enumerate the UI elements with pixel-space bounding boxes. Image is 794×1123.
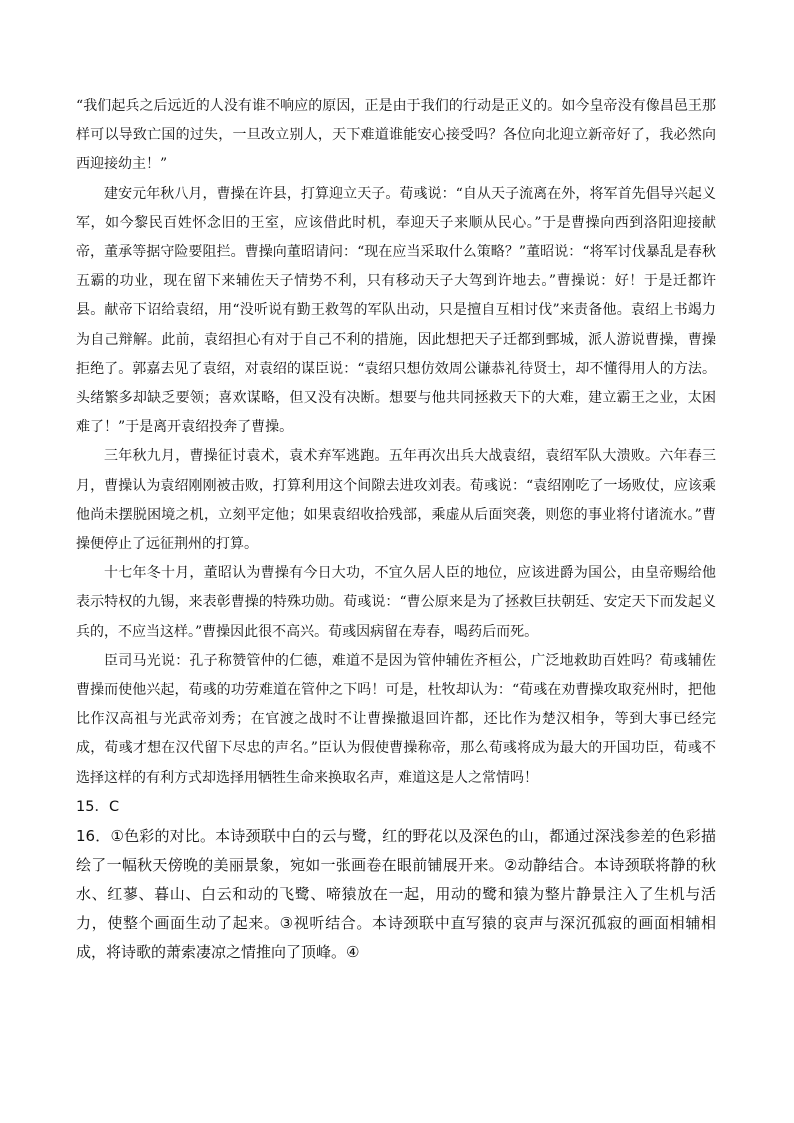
answer-15: 15．C bbox=[76, 798, 120, 815]
paragraph-sima-guang-comment: 臣司马光说：孔子称赞管仲的仁德，难道不是因为管仲辅佐齐桓公，广泛地救助百姓吗？荀彧辅佐曹操而使他兴起，荀彧的功劳难道在管仲之下吗！可是，杜牧却认为：“荀彧在劝曹操攻取兖州时，把他比作汉高祖与光武帝刘秀；在官渡之战时不让曹操撤退回许都，还比作为楚汉相争，等到大事已经完成，荀彧才想在汉代留下尽忠的声名。”臣认为假使曹操称帝，那么荀彧将成为最大的开国功臣，荀彧不选择这样的有利方式却选择用牺牲生命来换取名声，难道这是人之常情吗！ bbox=[76, 652, 716, 786]
paragraph-seventeenth-year: 十七年冬十月，董昭认为曹操有今日大功，不宜久居人臣的地位，应该进爵为国公，由皇帝赐给他表示特权的九锡，来表彰曹操的特殊功勋。荀彧说：“曹公原来是为了拯救巨扶朝廷、安定天下而发起义兵的，不应当这样。”曹操因此很不高兴。荀彧因病留在寿春，喝药后而死。 bbox=[76, 565, 716, 640]
answer-16: 16．①色彩的对比。本诗颈联中白的云与鹭，红的野花以及深色的山，都通过深浅参差的色彩描绘了一幅秋天傍晚的美丽景象，宛如一张画卷在眼前铺展开来。②动静结合。本诗颈联将静的秋水、红蓼、暮山、白云和动的飞鹭、啼猿放在一起，用动的鹭和猿为整片静景注入了生机与活力，使整个画面生动了起来。③视听结合。本诗颈联中直写猿的哀声与深沉孤寂的画面相辅相成，将诗歌的萧索凄凉之情推向了顶峰。④ bbox=[76, 827, 716, 962]
paragraph-jianan-first-year: 建安元年秋八月，曹操在许县，打算迎立天子。荀彧说：“自从天子流离在外，将军首先倡导兴起义军，如今黎民百姓怀念旧的王室，应该借此时机，奉迎天子来顺从民心。”于是曹操向西到洛阳迎接献帝，董承等据守险要阻拦。曹操向董昭请问：“现在应当采取什么策略？”董昭说：“将军讨伐暴乱是春秋五霸的功业，现在留下来辅佐天子情势不利，只有移动天子大驾到许地去。”曹操说：好！于是迁都许县。献帝下诏给袁绍，用“没听说有勤王救驾的军队出动，只是擅自互相讨伐”来责备他。袁绍上书竭力为自己辩解。此前，袁绍担心有对于自己不利的措施，因此想把天子迁都到鄄城，派人游说曹操，曹操拒绝了。郭嘉去见了袁绍，对袁绍的谋臣说：“袁绍只想仿效周公谦恭礼待贤士，却不懂得用人的方法。头绪繁多却缺乏要领；喜欢谋略，但又没有决断。想要与他共同拯救天下的大难，建立霸王之业，太困难了！”于是离开袁绍投奔了曹操。 bbox=[76, 185, 716, 436]
document-body bbox=[76, 92, 716, 967]
paragraph-third-year: 三年秋九月，曹操征讨袁术，袁术弃军逃跑。五年再次出兵大战袁绍，袁绍军队大溃败。六年春三月，曹操认为袁绍刚刚被击败，打算利用这个间隙去进攻刘表。荀彧说：“袁绍刚吃了一场败仗，应该乘他尚未摆脱困境之机，立刻平定他；如果袁绍收拾残部，乘虚从后面突袭，则您的事业将付诸流水。”曹操便停止了远征荆州的打算。 bbox=[76, 448, 716, 553]
paragraph-quote: “我们起兵之后远近的人没有谁不响应的原因，正是由于我们的行动是正义的。如今皇帝没有像昌邑王那样可以导致亡国的过失，一旦改立别人，天下难道谁能安心接受吗？各位向北迎立新帝好了，我必然向西迎接幼主！” bbox=[76, 98, 716, 173]
